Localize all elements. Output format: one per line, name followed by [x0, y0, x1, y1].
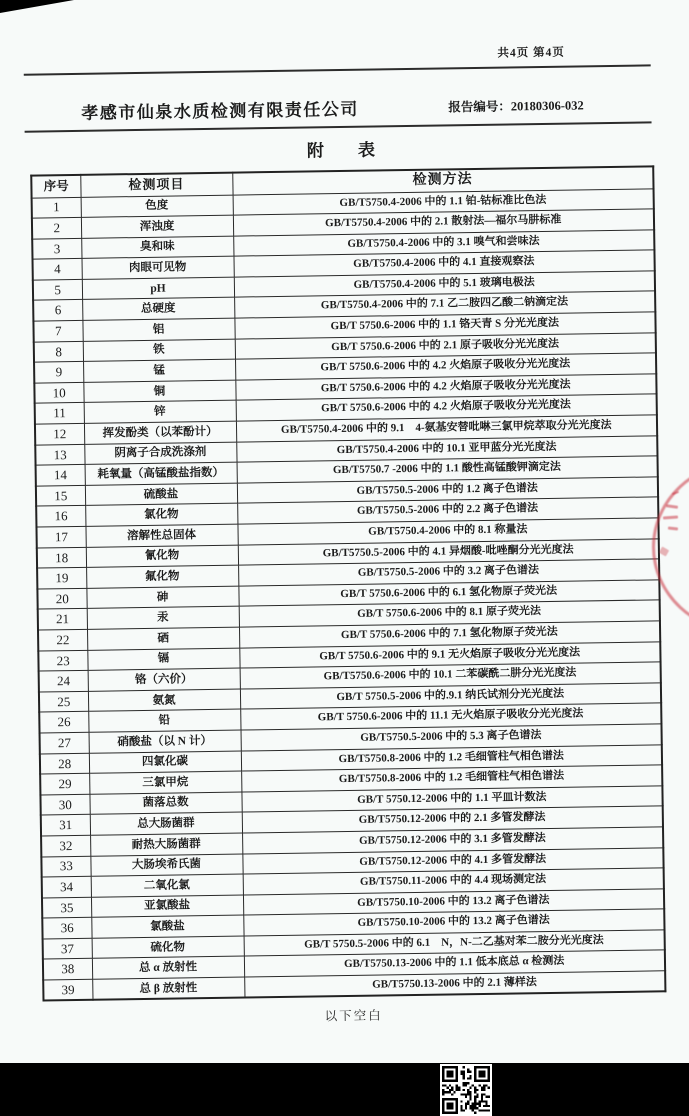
test-method-cell: GB/T 5750.6-2006 中的 4.2 火焰原子吸收分光光度法: [235, 374, 656, 401]
test-method-cell: GB/T5750.4-2006 中的 7.1 乙二胺四乙酸二钠滴定法: [234, 291, 655, 318]
row-number-cell: 16: [36, 506, 85, 527]
test-item-cell: 四氯化碳: [89, 751, 241, 774]
test-method-cell: GB/T5750.4-2006 中的 10.1 亚甲蓝分光光度法: [236, 435, 657, 462]
test-method-cell: GB/T5750.13-2006 中的 2.1 薄样法: [244, 971, 665, 998]
row-number-cell: 6: [33, 300, 82, 321]
row-number-cell: 23: [38, 650, 87, 671]
test-item-cell: 大肠埃希氏菌: [90, 854, 242, 877]
test-item-cell: 铜: [83, 380, 235, 403]
test-method-cell: GB/T 5750.6-2006 中的 2.1 原子吸收分光光度法: [235, 333, 656, 360]
test-method-cell: GB/T5750.4-2006 中的 2.1 散射法—福尔马肼标准: [233, 209, 654, 236]
footer-note: 以下空白: [324, 1008, 383, 1024]
test-item-cell: 汞: [87, 606, 239, 629]
test-item-cell: 色度: [81, 195, 233, 218]
test-item-cell: 硫化物: [92, 936, 244, 959]
row-number-cell: 1: [32, 197, 81, 218]
column-header-method: 检测方法: [232, 166, 653, 194]
scan-bottom-bar: [0, 1063, 689, 1116]
test-method-cell: GB/T5750.10-2006 中的 13.2 离子色谱法: [243, 909, 664, 936]
row-number-cell: 2: [32, 217, 81, 238]
test-item-cell: 二氧化氯: [91, 874, 243, 897]
test-methods-table: [30, 165, 666, 1001]
row-number-cell: 33: [41, 856, 90, 877]
test-method-cell: GB/T 5750.6-2006 中的 4.2 火焰原子吸收分光光度法: [235, 353, 656, 380]
test-method-cell: GB/T5750.4-2006 中的 8.1 称量法: [237, 518, 658, 545]
test-method-cell: GB/T5750.4-2006 中的 5.1 玻璃电极法: [234, 271, 655, 298]
report-number-label: 报告编号：: [448, 99, 511, 115]
test-method-cell: GB/T5750.8-2006 中的 1.2 毛细管柱气相色谱法: [241, 765, 662, 792]
test-method-cell: GB/T5750.4-2006 中的 1.1 铂-钴标准比色法: [233, 188, 654, 215]
column-header-item: 检测项目: [80, 173, 232, 197]
test-method-cell: GB/T5750.7 -2006 中的 1.1 酸性高锰酸钾滴定法: [237, 456, 658, 483]
document-title: 附 表: [306, 140, 376, 161]
row-number-cell: 11: [35, 403, 84, 424]
test-item-cell: 菌落总数: [89, 792, 241, 815]
row-number-cell: 21: [38, 609, 87, 630]
test-item-cell: 锰: [83, 359, 235, 382]
row-number-cell: 38: [43, 959, 92, 980]
test-method-cell: GB/T 5750.6-2006 中的 11.1 无火焰原子吸收分光光度法: [240, 703, 661, 730]
row-number-cell: 26: [39, 712, 88, 733]
test-item-cell: 浑浊度: [81, 215, 233, 238]
test-method-cell: GB/T 5750.5-2006 中的.9.1 纳氏试剂分光光度法: [240, 683, 661, 710]
row-number-cell: 28: [40, 753, 89, 774]
qr-code: [440, 1064, 492, 1116]
test-item-cell: 铬（六价）: [88, 668, 240, 691]
test-method-cell: GB/T5750.5-2006 中的 5.3 离子色谱法: [241, 724, 662, 751]
test-method-cell: GB/T 5750.6-2006 中的 1.1 铬天青 S 分光光度法: [234, 312, 655, 339]
test-method-cell: GB/T5750.12-2006 中的 4.1 多管发酵法: [242, 847, 663, 874]
test-item-cell: 氟化物: [86, 565, 238, 588]
row-number-cell: 9: [34, 362, 83, 383]
company-name: 孝感市仙泉水质检测有限责任公司: [81, 99, 359, 123]
test-method-cell: GB/T5750.4-2006 中的 3.1 嗅气和尝味法: [233, 230, 654, 257]
row-number-cell: 5: [33, 279, 82, 300]
test-method-cell: GB/T5750.5-2006 中的 1.2 离子色谱法: [237, 477, 658, 504]
test-item-cell: 总大肠菌群: [90, 812, 242, 835]
test-item-cell: 硝酸盐（以 N 计）: [89, 730, 241, 753]
row-number-cell: 25: [39, 691, 88, 712]
row-number-cell: 29: [40, 773, 89, 794]
test-method-cell: GB/T5750.12-2006 中的 3.1 多管发酵法: [242, 827, 663, 854]
page-indicator: 共4页 第4页: [497, 46, 565, 60]
test-item-cell: 溶解性总固体: [85, 524, 237, 547]
test-item-cell: 肉眼可见物: [82, 256, 234, 279]
test-item-cell: pH: [82, 277, 234, 300]
test-method-cell: GB/T5750.5-2006 中的 3.2 离子色谱法: [238, 559, 659, 586]
test-item-cell: 耐热大肠菌群: [90, 833, 242, 856]
test-item-cell: 挥发酚类（以苯酚计）: [84, 421, 236, 444]
test-method-cell: GB/T 5750.12-2006 中的 1.1 平皿计数法: [241, 786, 662, 813]
test-method-cell: GB/T 5750.6-2006 中的 8.1 原子荧光法: [239, 600, 660, 627]
test-item-cell: 氨氮: [88, 689, 240, 712]
test-method-cell: GB/T5750.10-2006 中的 13.2 离子色谱法: [243, 888, 664, 915]
test-method-cell: GB/T5750.13-2006 中的 1.1 低本底总 α 检测法: [244, 950, 665, 977]
test-item-cell: 铁: [83, 339, 235, 362]
test-method-cell: GB/T 5750.6-2006 中的 6.1 氢化物原子荧光法: [238, 580, 659, 607]
test-method-cell: GB/T 5750.5-2006 中的 6.1 N，N-二乙基对苯二胺分光光度法: [244, 930, 665, 957]
test-method-cell: GB/T5750.5-2006 中的 2.2 离子色谱法: [237, 497, 658, 524]
test-item-cell: 臭和味: [81, 236, 233, 259]
report-number: [448, 95, 584, 115]
row-number-cell: 36: [42, 918, 91, 939]
row-number-cell: 18: [37, 547, 86, 568]
row-number-cell: 17: [36, 526, 85, 547]
test-item-cell: 锌: [84, 401, 236, 424]
test-item-cell: 耗氧量（高锰酸盐指数）: [85, 462, 237, 485]
test-method-cell: GB/T 5750.6-2006 中的 4.2 火焰原子吸收分光光度法: [236, 394, 657, 421]
test-method-cell: GB/T5750.4-2006 中的 9.1 4-氨基安替吡啉三氯甲烷萃取分光光度法: [236, 415, 657, 442]
test-method-cell: GB/T 5750.6-2006 中的 7.1 氢化物原子荧光法: [239, 621, 660, 648]
row-number-cell: 10: [34, 382, 83, 403]
row-number-cell: 8: [34, 341, 83, 362]
header-rule-top: [24, 64, 651, 75]
row-number-cell: 35: [42, 897, 91, 918]
test-item-cell: 铅: [88, 709, 240, 732]
test-item-cell: 铝: [82, 318, 234, 341]
row-number-cell: 14: [36, 465, 85, 486]
column-header-no: 序号: [31, 175, 80, 198]
row-number-cell: 13: [35, 444, 84, 465]
test-method-cell: GB/T5750.6-2006 中的 10.1 二苯碳酰二肼分光光度法: [240, 662, 661, 689]
row-number-cell: 37: [43, 938, 92, 959]
report-number-value: 20180306-032: [510, 98, 584, 114]
row-number-cell: 20: [37, 588, 86, 609]
row-number-cell: 22: [38, 629, 87, 650]
test-item-cell: 硫酸盐: [85, 483, 237, 506]
test-method-cell: GB/T5750.4-2006 中的 4.1 直接观察法: [233, 250, 654, 277]
row-number-cell: 15: [36, 485, 85, 506]
row-number-cell: 30: [40, 794, 89, 815]
row-number-cell: 3: [32, 238, 81, 259]
test-method-cell: GB/T5750.5-2006 中的 4.1 异烟酸-吡唑酮分光光度法: [238, 538, 659, 565]
row-number-cell: 4: [33, 259, 82, 280]
test-item-cell: 硒: [87, 627, 239, 650]
test-item-cell: 总 β 放射性: [92, 977, 244, 1000]
test-item-cell: 亚氯酸盐: [91, 895, 243, 918]
test-method-cell: GB/T 5750.6-2006 中的 9.1 无火焰原子吸收分光光度法: [239, 641, 660, 668]
row-number-cell: 34: [42, 876, 91, 897]
test-item-cell: 总 α 放射性: [92, 957, 244, 980]
test-item-cell: 镉: [87, 648, 239, 671]
test-item-cell: 总硬度: [82, 298, 234, 321]
test-item-cell: 阴离子合成洗涤剂: [84, 442, 236, 465]
row-number-cell: 24: [39, 670, 88, 691]
row-number-cell: 31: [41, 815, 90, 836]
test-method-cell: GB/T5750.12-2006 中的 2.1 多管发酵法: [242, 806, 663, 833]
test-item-cell: 氯化物: [85, 503, 237, 526]
test-item-cell: 三氯甲烷: [89, 771, 241, 794]
row-number-cell: 32: [41, 835, 90, 856]
test-item-cell: 氯酸盐: [91, 915, 243, 938]
table-body: [32, 188, 666, 1000]
test-method-cell: GB/T5750.11-2006 中的 4.4 现场测定法: [243, 868, 664, 895]
test-method-cell: GB/T5750.8-2006 中的 1.2 毛细管柱气相色谱法: [241, 744, 662, 771]
test-item-cell: 砷: [86, 586, 238, 609]
row-number-cell: 12: [35, 423, 84, 444]
row-number-cell: 7: [33, 320, 82, 341]
row-number-cell: 27: [40, 732, 89, 753]
row-number-cell: 19: [37, 568, 86, 589]
row-number-cell: 39: [43, 979, 92, 1000]
test-item-cell: 氰化物: [86, 545, 238, 568]
